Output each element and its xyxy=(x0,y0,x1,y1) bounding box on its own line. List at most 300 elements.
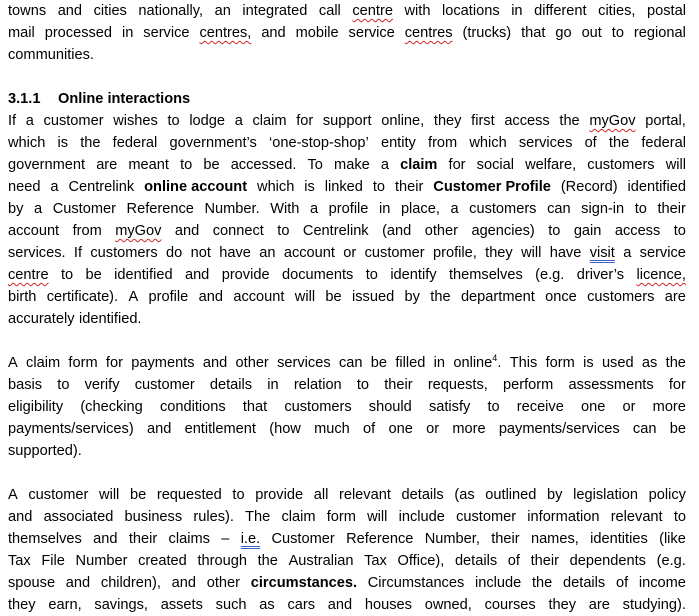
word: entity xyxy=(380,135,416,151)
word: customer xyxy=(28,487,89,503)
text-line xyxy=(8,0,686,22)
word: are xyxy=(588,597,610,613)
word: or xyxy=(343,245,357,261)
text-line xyxy=(8,132,686,154)
word: A xyxy=(8,487,18,503)
word: (and xyxy=(382,223,412,239)
word: customers xyxy=(469,201,537,217)
word: to xyxy=(487,399,500,415)
word: customers xyxy=(587,157,655,173)
spelling-flag: licence, xyxy=(636,267,686,283)
word: in xyxy=(511,3,523,19)
word: Number, xyxy=(424,531,480,547)
word: and xyxy=(93,531,118,547)
word: to xyxy=(673,223,686,239)
word: used xyxy=(601,355,634,371)
word: the xyxy=(559,113,580,129)
word: (like xyxy=(659,531,686,547)
word: a xyxy=(234,113,243,129)
word: satisfy xyxy=(428,399,471,415)
word: Customer xyxy=(271,531,335,547)
word: File xyxy=(41,553,65,569)
text-line xyxy=(8,242,686,264)
word: profile, xyxy=(432,245,477,261)
spelling-flag: centre xyxy=(352,3,393,19)
word: be xyxy=(129,487,147,503)
word: (Record) xyxy=(560,179,618,195)
text-line xyxy=(8,440,686,462)
word: that xyxy=(242,399,268,415)
word: form xyxy=(68,355,98,371)
word: The xyxy=(245,509,271,525)
word: rules). xyxy=(193,509,234,525)
word: mobile xyxy=(295,25,339,41)
word: form xyxy=(545,355,575,371)
word: by xyxy=(8,201,24,217)
spelling-flag: myGov xyxy=(589,113,636,129)
word: legislation xyxy=(573,487,639,503)
word: from xyxy=(428,135,458,151)
word: supported). xyxy=(8,443,82,459)
word: go xyxy=(555,25,572,41)
word: profile xyxy=(328,201,369,217)
word: customer xyxy=(43,113,104,129)
word: they xyxy=(8,597,36,613)
word: will xyxy=(294,289,316,305)
section-title: Online interactions xyxy=(58,91,191,107)
word: once xyxy=(545,289,577,305)
word: government’s xyxy=(169,135,257,151)
word: details xyxy=(209,377,253,393)
word: in xyxy=(433,355,446,371)
word: claim xyxy=(26,355,61,371)
word: more xyxy=(652,399,686,415)
word: details xyxy=(401,487,444,503)
word: out xyxy=(581,25,602,41)
word: a xyxy=(380,157,389,173)
word: to xyxy=(167,113,180,129)
spelling-flag: centre xyxy=(8,267,49,283)
word: an xyxy=(259,245,276,261)
word: and xyxy=(174,223,200,239)
word: different xyxy=(534,3,587,19)
word: to xyxy=(180,157,193,173)
word: federal xyxy=(641,135,686,151)
word: need xyxy=(8,179,41,195)
text-line xyxy=(8,572,686,594)
word: a xyxy=(50,179,59,195)
word: through xyxy=(197,553,247,569)
word: basis xyxy=(8,377,43,393)
word: the xyxy=(257,553,278,569)
word: (trucks) xyxy=(462,25,512,41)
word: connect xyxy=(212,223,264,239)
word: to xyxy=(60,267,74,283)
word: themselves xyxy=(448,267,523,283)
word: receive xyxy=(516,399,564,415)
word: details xyxy=(454,553,498,569)
word: can xyxy=(547,201,571,217)
word: all xyxy=(313,487,329,503)
word: from xyxy=(72,223,102,239)
text-line xyxy=(8,110,686,132)
word: to xyxy=(673,509,686,525)
text-line xyxy=(8,44,686,66)
text-line xyxy=(8,220,686,242)
word: children), xyxy=(100,575,161,591)
word: accurately xyxy=(8,311,75,327)
word: account xyxy=(283,245,335,261)
word: form xyxy=(326,509,356,525)
word: information xyxy=(527,509,600,525)
word: their xyxy=(530,553,559,569)
word: . xyxy=(497,355,502,371)
spelling-flag: myGov xyxy=(115,223,162,239)
grammar-flag: i.e. xyxy=(240,531,261,547)
word: of xyxy=(615,575,629,591)
word: by xyxy=(404,289,420,305)
word: documents xyxy=(281,267,354,283)
word: more xyxy=(452,421,486,437)
word: processed xyxy=(44,25,113,41)
text-line xyxy=(8,506,686,528)
word: wishes xyxy=(113,113,158,129)
text-line xyxy=(8,550,686,572)
word: eligibility xyxy=(8,399,64,415)
word: online account xyxy=(144,179,248,195)
document-page xyxy=(8,0,686,616)
word: first xyxy=(471,113,495,129)
word: the xyxy=(608,135,630,151)
word: identified. xyxy=(79,311,142,327)
word: be xyxy=(669,421,686,437)
text-line xyxy=(8,418,686,440)
word: include xyxy=(398,509,445,525)
word: relevant xyxy=(610,509,663,525)
word: a xyxy=(623,245,632,261)
word: identified xyxy=(114,267,173,283)
word: one xyxy=(388,421,413,437)
word: of xyxy=(584,135,597,151)
word: a xyxy=(309,201,319,217)
word: customer xyxy=(364,245,425,261)
text-line xyxy=(8,374,686,396)
word: or xyxy=(426,421,440,437)
word: Tax xyxy=(364,553,387,569)
word: a xyxy=(450,201,459,217)
word: details xyxy=(563,575,606,591)
word: is xyxy=(304,179,315,195)
word: relevant xyxy=(338,487,391,503)
word: account xyxy=(8,223,60,239)
word: for xyxy=(668,377,686,393)
text-line xyxy=(8,594,686,616)
word: verify xyxy=(84,377,120,393)
word: for xyxy=(105,355,123,371)
word: requests, xyxy=(427,377,488,393)
word: issued xyxy=(352,289,395,305)
word: the xyxy=(80,135,101,151)
word: (e.g. xyxy=(535,267,565,283)
word: provide xyxy=(255,487,304,503)
word: provide xyxy=(221,267,270,283)
word: to xyxy=(634,201,647,217)
word: A xyxy=(8,355,18,371)
word: as xyxy=(641,355,658,371)
text-line xyxy=(8,308,686,330)
word: their xyxy=(657,201,686,217)
word: they xyxy=(485,245,513,261)
word: make xyxy=(334,157,370,173)
word: lodge xyxy=(189,113,226,129)
word: online, xyxy=(381,113,425,129)
word: profile xyxy=(148,289,189,305)
word: cars xyxy=(287,597,316,613)
word: should xyxy=(368,399,412,415)
word: one xyxy=(581,399,606,415)
word: spouse xyxy=(8,575,56,591)
word: filled xyxy=(395,355,426,371)
word: Reference xyxy=(126,201,194,217)
word: an xyxy=(214,3,231,19)
word: agencies) xyxy=(471,223,535,239)
word: their xyxy=(394,179,424,195)
text-line xyxy=(8,154,686,176)
word: ‘one-stop-shop’ xyxy=(268,135,369,151)
word: portal, xyxy=(645,113,686,129)
word: which xyxy=(257,179,295,195)
word: conditions xyxy=(159,399,226,415)
word: Customer Profile xyxy=(433,179,551,195)
text-line xyxy=(8,176,686,198)
word: perform xyxy=(503,377,554,393)
word: and xyxy=(198,289,223,305)
word: linked xyxy=(324,179,363,195)
word: are xyxy=(96,157,118,173)
word: gain xyxy=(573,223,602,239)
word: the xyxy=(665,355,686,371)
word: place, xyxy=(400,201,440,217)
word: of xyxy=(507,553,520,569)
word: the xyxy=(430,289,451,305)
word: If xyxy=(8,113,17,129)
text-line xyxy=(8,264,686,286)
word: be xyxy=(325,289,342,305)
word: in xyxy=(267,377,279,393)
word: be xyxy=(370,355,388,371)
word: service xyxy=(639,245,686,261)
word: to xyxy=(365,267,378,283)
word: and xyxy=(57,3,83,19)
word: is xyxy=(57,135,69,151)
word: cities, xyxy=(598,3,636,19)
text-line xyxy=(8,198,686,220)
word: in xyxy=(121,25,134,41)
word: With xyxy=(270,201,300,217)
word: federal xyxy=(112,135,158,151)
word: (e.g. xyxy=(656,553,686,569)
word: to xyxy=(277,223,290,239)
word: cities xyxy=(93,3,127,19)
word: account xyxy=(233,289,285,305)
word: entitlement xyxy=(184,421,256,437)
word: Reference xyxy=(346,531,414,547)
word: houses xyxy=(364,597,412,613)
word: access xyxy=(504,113,550,129)
word: regional xyxy=(633,25,686,41)
word: as xyxy=(259,597,275,613)
word: and xyxy=(146,421,172,437)
word: assets xyxy=(160,597,203,613)
word: to xyxy=(57,377,70,393)
word: will xyxy=(665,157,686,173)
word: for xyxy=(448,157,466,173)
word: by xyxy=(547,487,563,503)
word: requested xyxy=(156,487,222,503)
word: driver’s xyxy=(576,267,625,283)
word: or xyxy=(622,399,636,415)
word: certificate). xyxy=(46,289,119,305)
word: and xyxy=(8,509,33,525)
spelling-flag: centres xyxy=(404,25,453,41)
text-line xyxy=(8,352,686,374)
word: with xyxy=(404,3,431,19)
word: will xyxy=(367,509,388,525)
word: A xyxy=(128,289,139,305)
word: courses xyxy=(484,597,536,613)
word: and xyxy=(327,597,353,613)
word: identified xyxy=(627,179,686,195)
word: services. xyxy=(8,245,66,261)
word: themselves xyxy=(8,531,82,547)
word: which xyxy=(8,135,46,151)
word: is xyxy=(583,355,594,371)
grammar-flag: visit xyxy=(589,245,615,261)
word: have xyxy=(219,245,251,261)
word: (as xyxy=(454,487,475,503)
word: savings, xyxy=(94,597,148,613)
word: customers xyxy=(284,399,352,415)
word: customers xyxy=(90,245,158,261)
word: government xyxy=(8,157,86,173)
word: a xyxy=(25,113,34,129)
word: will xyxy=(99,487,120,503)
word: (how xyxy=(269,421,301,437)
word: such xyxy=(215,597,247,613)
word: Australian xyxy=(288,553,354,569)
word: income xyxy=(638,575,686,591)
word: owned, xyxy=(424,597,472,613)
word: and xyxy=(171,575,197,591)
word: be xyxy=(85,267,102,283)
word: their xyxy=(128,531,158,547)
word: they xyxy=(548,597,577,613)
word: identify xyxy=(390,267,437,283)
word: their xyxy=(491,531,520,547)
word: identities xyxy=(590,531,648,547)
word: online xyxy=(453,355,493,371)
word: claim xyxy=(252,113,287,129)
word: in xyxy=(379,201,391,217)
word: outlined xyxy=(485,487,537,503)
word: relation xyxy=(293,377,342,393)
word: will xyxy=(521,245,542,261)
word: policy xyxy=(648,487,686,503)
word: they xyxy=(433,113,462,129)
word: Tax xyxy=(8,553,31,569)
word: do xyxy=(166,245,183,261)
text-line xyxy=(8,396,686,418)
text-line xyxy=(8,286,686,308)
word: nationally, xyxy=(138,3,204,19)
word: studying). xyxy=(622,597,686,613)
word: claims xyxy=(168,531,210,547)
word: customer xyxy=(456,509,517,525)
word: Number. xyxy=(204,201,260,217)
word: to xyxy=(232,487,245,503)
word: payments/services) xyxy=(8,421,134,437)
word: to xyxy=(611,25,624,41)
word: their xyxy=(384,377,413,393)
word: Circumstances xyxy=(367,575,465,591)
word: birth xyxy=(8,289,37,305)
word: sign-in xyxy=(581,201,625,217)
word: which xyxy=(469,135,507,151)
word: welfare, xyxy=(525,157,577,173)
word: department xyxy=(460,289,535,305)
word: call xyxy=(318,3,341,19)
word: circumstances. xyxy=(250,575,358,591)
word: to xyxy=(356,377,370,393)
word: to xyxy=(548,223,561,239)
word: service xyxy=(348,25,395,41)
word: claim xyxy=(281,509,316,525)
word: If xyxy=(73,245,83,261)
word: and xyxy=(65,575,91,591)
word: of xyxy=(363,421,376,437)
text-line xyxy=(8,528,686,550)
word: to xyxy=(372,179,386,195)
word: accessed. xyxy=(230,157,297,173)
section-heading xyxy=(8,88,686,110)
spelling-flag: centres, xyxy=(199,25,252,41)
word: social xyxy=(476,157,514,173)
word: This xyxy=(509,355,538,371)
word: service xyxy=(143,25,190,41)
word: are xyxy=(664,289,686,305)
word: services xyxy=(277,355,331,371)
word: assessments xyxy=(568,377,654,393)
word: claim xyxy=(400,157,438,173)
word: locations xyxy=(442,3,500,19)
word: communities. xyxy=(8,47,94,63)
word: customers xyxy=(587,289,655,305)
word: other xyxy=(424,223,458,239)
word: Centrelink xyxy=(302,223,369,239)
word: business xyxy=(124,509,183,525)
word: and xyxy=(202,355,228,371)
word: created xyxy=(138,553,187,569)
section-number: 3.1.1 xyxy=(8,91,41,107)
text-line xyxy=(8,22,686,44)
word: meant xyxy=(128,157,169,173)
word: can xyxy=(338,355,363,371)
word: (checking xyxy=(80,399,143,415)
word: To xyxy=(307,157,323,173)
word: payments xyxy=(131,355,195,371)
word: names, xyxy=(530,531,579,547)
word: integrated xyxy=(242,3,308,19)
